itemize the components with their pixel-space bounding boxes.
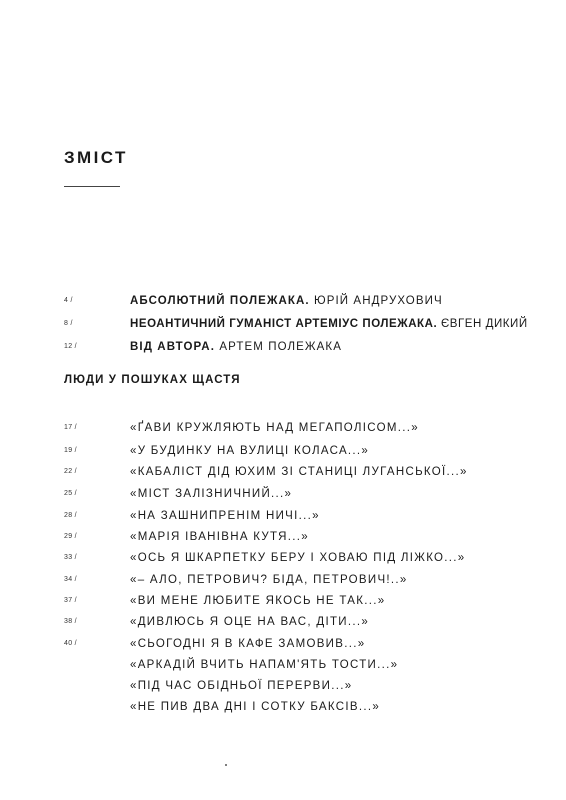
page-number: 40 / <box>64 640 77 647</box>
entry-title: НЕОАНТИЧНИЙ ГУМАНІСТ АРТЕМІУС ПОЛЕЖАКА. <box>130 318 438 330</box>
toc-heading: ЗМІСТ <box>64 148 128 167</box>
story-title: «СЬОГОДНІ Я В КАФЕ ЗАМОВИВ...» <box>130 638 366 650</box>
entry-title: АБСОЛЮТНИЙ ПОЛЕЖАКА. <box>130 295 310 307</box>
page-number: 25 / <box>64 490 77 497</box>
story-title: «АРКАДІЙ ВЧИТЬ НАПАМ'ЯТЬ ТОСТИ...» <box>130 659 399 671</box>
story-title: «ОСЬ Я ШКАРПЕТКУ БЕРУ І ХОВАЮ ПІД ЛІЖКО...» <box>130 552 466 564</box>
story-title: «НА ЗАШНИПРЕНІМ НИЧІ...» <box>130 510 320 522</box>
story-title: «НЕ ПИВ ДВА ДНІ І СОТКУ БАКСІВ...» <box>130 701 381 713</box>
story-title: «ҐАВИ КРУЖЛЯЮТЬ НАД МЕГАПОЛІСОМ...» <box>130 422 419 434</box>
story-title: «ДИВЛЮСЬ Я ОЦЕ НА ВАС, ДІТИ...» <box>130 616 370 628</box>
entry-author: ЄВГЕН ДИКИЙ <box>440 318 528 330</box>
page-number: 12 / <box>64 343 77 350</box>
page-number: 4 / <box>64 297 73 304</box>
page-number: 19 / <box>64 447 77 454</box>
page-number: 17 / <box>64 424 77 431</box>
scan-speck <box>225 764 227 766</box>
story-title: «У БУДИНКУ НА ВУЛИЦІ КОЛАСА...» <box>130 445 370 457</box>
story-title: «КАБАЛІСТ ДІД ЮХИМ ЗІ СТАНИЦІ ЛУГАНСЬКОЇ...» <box>130 466 468 478</box>
story-title: «ПІД ЧАС ОБІДНЬОЇ ПЕРЕРВИ...» <box>130 680 353 692</box>
page-number: 28 / <box>64 512 77 519</box>
entry-author: ЮРІЙ АНДРУХОВИЧ <box>313 295 443 307</box>
page-number: 22 / <box>64 468 77 475</box>
page-number: 29 / <box>64 533 77 540</box>
story-title: «ВИ МЕНЕ ЛЮБИТЕ ЯКОСЬ НЕ ТАК...» <box>130 595 386 607</box>
page-number: 33 / <box>64 554 77 561</box>
heading-underline <box>64 186 120 187</box>
entry-author: АРТЕМ ПОЛЕЖАКА <box>219 341 342 353</box>
page-number: 38 / <box>64 618 77 625</box>
story-title: «– АЛО, ПЕТРОВИЧ? БІДА, ПЕТРОВИЧ!..» <box>130 574 408 586</box>
entry-title: ВІД АВТОРА. <box>130 341 216 353</box>
story-title: «МАРІЯ ІВАНІВНА КУТЯ...» <box>130 531 309 543</box>
page-number: 37 / <box>64 597 77 604</box>
story-title: «МІСТ ЗАЛІЗНИЧНИЙ...» <box>130 488 293 500</box>
page-number: 34 / <box>64 576 77 583</box>
section-title: ЛЮДИ У ПОШУКАХ ЩАСТЯ <box>64 374 241 386</box>
page-number: 8 / <box>64 320 73 327</box>
